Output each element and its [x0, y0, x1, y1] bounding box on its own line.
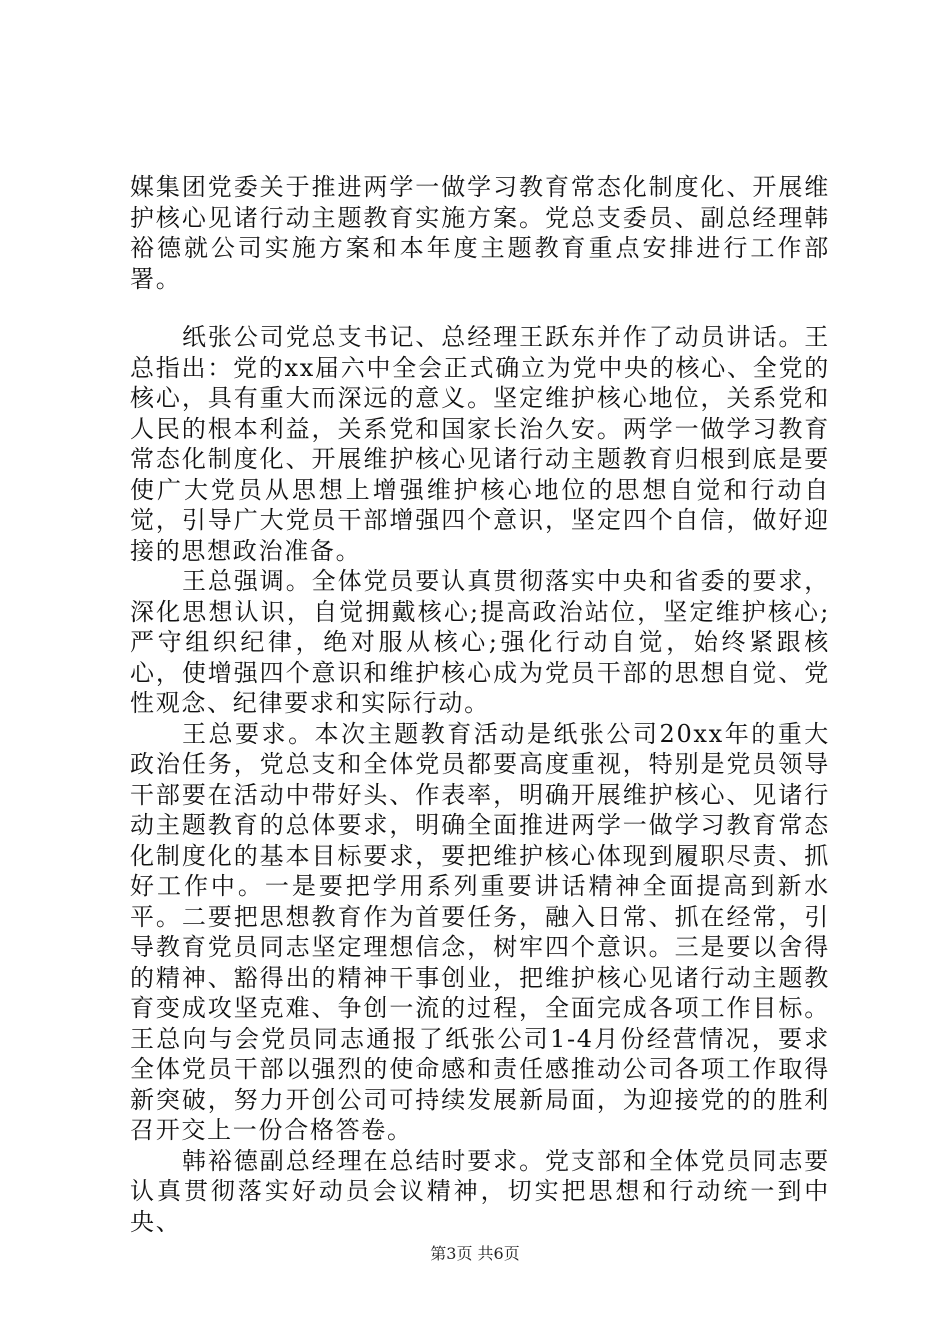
paragraph-mobilization-speech: 纸张公司党总支书记、总经理王跃东并作了动员讲话。王总指出：党的xx届六中全会正式确立为党中央的核心、全党的核心，具有重大而深远的意义。坚定维护核心地位，关系党和人民的根本利益，关系党和国家长治久安。两学一做学习教育常态化制度化、开展维护核心见诸行动主题教育归根到底是要使广大党员从思想上增强维护核心地位的思想自觉和行动自觉，引导广大党员干部增强四个意识，坚定四个自信，做好迎接的思想政治准备。 [130, 323, 830, 565]
paragraph-emphasis: 王总强调。全体党员要认真贯彻落实中央和省委的要求，深化思想认识，自觉拥戴核心;提高政治站位，坚定维护核心;严守组织纪律，绝对服从核心;强化行动自觉，始终紧跟核心，使增强四个意识和维护核心成为党员干部的思想自觉、党性观念、纪律要求和实际行动。 [130, 567, 830, 717]
document-body [130, 172, 830, 1237]
page-number-footer: 第3页 共6页 [430, 1244, 520, 1263]
paragraph-requirements: 王总要求。本次主题教育活动是纸张公司20xx年的重大政治任务，党总支和全体党员都要高度重视，特别是党员领导干部要在活动中带好头、作表率，明确开展维护核心、见诸行动主题教育的总体要求，明确全面推进两学一做学习教育常态化制度化的基本目标要求，要把维护核心体现到履职尽责、抓好工作中。一是要把学用系列重要讲话精神全面提高到新水平。二要把思想教育作为首要任务，融入日常、抓在经常，引导教育党员同志坚定理想信念，树牢四个意识。三是要以舍得的精神、豁得出的精神干事创业，把维护核心见诸行动主题教育变成攻坚克难、争创一流的过程，全面完成各项工作目标。王总向与会党员同志通报了纸张公司1-4月份经营情况，要求全体党员干部以强烈的使命感和责任感推动公司各项工作取得新突破，努力开创公司可持续发展新局面，为迎接党的的胜利召开交上一份合格答卷。 [130, 719, 830, 1144]
paragraph-continuation: 媒集团党委关于推进两学一做学习教育常态化制度化、开展维护核心见诸行动主题教育实施方案。党总支委员、副总经理韩裕德就公司实施方案和本年度主题教育重点安排进行工作部署。 [130, 173, 830, 293]
paragraph-gap [130, 294, 830, 322]
paragraph-summary: 韩裕德副总经理在总结时要求。党支部和全体党员同志要认真贯彻落实好动员会议精神，切实把思想和行动统一到中央、 [130, 1146, 830, 1236]
